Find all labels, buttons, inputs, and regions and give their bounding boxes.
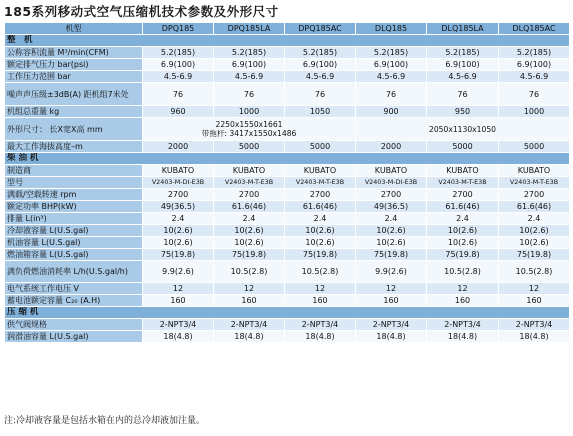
row-label: 排量 L(in³) [5, 213, 143, 225]
table-cell: 75(19.8) [214, 249, 285, 261]
table-cell: 9.9(2.6) [143, 261, 214, 283]
table-cell: 10.5(2.8) [214, 261, 285, 283]
row-label: 工作压力范围 bar [5, 71, 143, 83]
table-cell: 4.5-6.9 [427, 71, 499, 83]
table-cell: 10(2.6) [499, 225, 570, 237]
dimensions-dpq-line: 2250x1550x1661 [215, 120, 283, 129]
table-row [5, 47, 570, 59]
row-label: 外形尺寸： 长Ⅹ宽Ⅹ高 mm [5, 118, 143, 141]
table-cell: 5.2(185) [499, 47, 570, 59]
row-label: 机油容量 L(U.S.gal) [5, 237, 143, 249]
table-cell: 9.9(2.6) [356, 261, 427, 283]
row-label: 机组总重量 kg [5, 106, 143, 118]
table-row [5, 283, 570, 295]
row-label: 最大工作海拔高度–m [5, 141, 143, 153]
table-row [5, 189, 570, 201]
table-cell: 6.9(100) [285, 59, 356, 71]
table-cell: 10(2.6) [356, 225, 427, 237]
table-cell: 10(2.6) [285, 225, 356, 237]
table-row [5, 118, 570, 141]
table-row [5, 177, 570, 189]
table-cell: 61.6(46) [285, 201, 356, 213]
model-header: DPQ185LA [214, 23, 285, 35]
table-cell: 10(2.6) [143, 237, 214, 249]
table-cell: 5.2(185) [214, 47, 285, 59]
table-cell: KUBATO [356, 165, 427, 177]
table-row [5, 225, 570, 237]
table-cell: 18(4.8) [143, 331, 214, 343]
row-label: 噪声声压级±3dB(A) 距机组7米处 [5, 83, 143, 106]
table-cell: V2403-M-DI-E3B [356, 177, 427, 189]
row-label: 额定功率 BHP(kW) [5, 201, 143, 213]
table-cell: 2000 [356, 141, 427, 153]
table-cell: 76 [214, 83, 285, 106]
table-cell: 2.4 [214, 213, 285, 225]
table-cell: 12 [499, 283, 570, 295]
row-label: 供气阀规格 [5, 319, 143, 331]
table-cell: 61.6(46) [499, 201, 570, 213]
table-cell: 160 [427, 295, 499, 307]
section-diesel: 柴 油 机 [5, 153, 570, 165]
table-row [5, 83, 570, 106]
table-cell: 5000 [285, 141, 356, 153]
table-cell: 4.5-6.9 [214, 71, 285, 83]
table-cell: 6.9(100) [499, 59, 570, 71]
section-machine: 整 机 [5, 35, 570, 47]
table-cell: 6.9(100) [214, 59, 285, 71]
table-row [5, 237, 570, 249]
table-cell: V2403-M-T-E3B [285, 177, 356, 189]
table-cell: 12 [356, 283, 427, 295]
table-cell: 10.5(2.8) [427, 261, 499, 283]
table-cell: 18(4.8) [214, 331, 285, 343]
model-header: DPQ185 [143, 23, 214, 35]
footnote: 注:冷却液容量是包括水箱在内的总冷却液加注量。 [4, 416, 206, 426]
table-row [5, 261, 570, 283]
table-cell: 950 [427, 106, 499, 118]
row-label: 电气系统工作电压 V [5, 283, 143, 295]
row-label: 满负荷燃油消耗率 L/h(U.S.gal/h) [5, 261, 143, 283]
row-label: 冷却液容量 L(U.S.gal) [5, 225, 143, 237]
table-cell: 2-NPT3/4 [214, 319, 285, 331]
table-cell: 10(2.6) [143, 225, 214, 237]
table-cell: 2700 [356, 189, 427, 201]
model-header: DLQ185LA [427, 23, 499, 35]
dimensions-dlq-cell: 2050x1130x1050 [356, 118, 570, 141]
table-cell: 1050 [285, 106, 356, 118]
table-cell: 75(19.8) [285, 249, 356, 261]
row-label: 额定排气压力 bar(psi) [5, 59, 143, 71]
table-cell: V2403-M-DI-E3B [143, 177, 214, 189]
table-cell: 10(2.6) [214, 225, 285, 237]
section-compressor: 压 缩 机 [5, 307, 570, 319]
table-cell: 12 [214, 283, 285, 295]
table-row [5, 106, 570, 118]
table-cell: 2700 [499, 189, 570, 201]
table-row [5, 201, 570, 213]
table-cell: 76 [356, 83, 427, 106]
row-label: 公称容积流量 M³/min(CFM) [5, 47, 143, 59]
table-row [5, 295, 570, 307]
table-cell: 76 [499, 83, 570, 106]
table-cell: 2-NPT3/4 [143, 319, 214, 331]
table-row [5, 141, 570, 153]
table-row [5, 249, 570, 261]
table-cell: 4.5-6.9 [499, 71, 570, 83]
table-cell: 12 [143, 283, 214, 295]
table-cell: 75(19.8) [427, 249, 499, 261]
table-cell: 2700 [427, 189, 499, 201]
table-cell: 2-NPT3/4 [427, 319, 499, 331]
table-cell: 10(2.6) [356, 237, 427, 249]
table-row [5, 165, 570, 177]
table-row [5, 71, 570, 83]
table-cell: 75(19.8) [499, 249, 570, 261]
table-cell: V2403-M-T-E3B [427, 177, 499, 189]
table-cell: 61.6(46) [214, 201, 285, 213]
table-cell: 160 [499, 295, 570, 307]
table-cell: 10(2.6) [427, 237, 499, 249]
row-label: 型号 [5, 177, 143, 189]
table-cell: 2.4 [356, 213, 427, 225]
table-cell: 5.2(185) [285, 47, 356, 59]
table-cell: 2.4 [427, 213, 499, 225]
page-title: 185系列移动式空气压缩机技术参数及外形尺寸 [4, 4, 279, 19]
table-cell: 10(2.6) [285, 237, 356, 249]
table-cell: 6.9(100) [356, 59, 427, 71]
table-cell: 10(2.6) [499, 237, 570, 249]
table-cell: 2.4 [285, 213, 356, 225]
header-row [5, 23, 570, 35]
table-cell: 10.5(2.8) [499, 261, 570, 283]
table-cell: 10.5(2.8) [285, 261, 356, 283]
table-cell: 2000 [143, 141, 214, 153]
table-cell: 900 [356, 106, 427, 118]
table-cell: 76 [427, 83, 499, 106]
table-row [5, 331, 570, 343]
table-cell: 2.4 [143, 213, 214, 225]
table-cell: 1000 [214, 106, 285, 118]
table-cell: 10(2.6) [427, 225, 499, 237]
row-label: 满载/空载转速 rpm [5, 189, 143, 201]
table-cell: V2403-M-T-E3B [214, 177, 285, 189]
table-cell: V2403-M-T-E3B [499, 177, 570, 189]
section-row [5, 153, 570, 165]
table-cell: 5000 [499, 141, 570, 153]
table-cell: 76 [143, 83, 214, 106]
table-cell: 1000 [499, 106, 570, 118]
section-row [5, 35, 570, 47]
table-cell: 160 [356, 295, 427, 307]
table-cell: 18(4.8) [356, 331, 427, 343]
row-label: 润滑油容量 L(U.S.gal) [5, 331, 143, 343]
table-row [5, 319, 570, 331]
table-cell: 6.9(100) [427, 59, 499, 71]
header-label: 机型 [5, 23, 143, 35]
table-cell: 2700 [285, 189, 356, 201]
section-row [5, 307, 570, 319]
table-cell: 49(36.5) [356, 201, 427, 213]
table-cell: 2.4 [499, 213, 570, 225]
row-label: 燃油箱容量 L(U.S.gal) [5, 249, 143, 261]
table-cell: 5.2(185) [143, 47, 214, 59]
table-cell: 160 [214, 295, 285, 307]
table-cell: 49(36.5) [143, 201, 214, 213]
table-cell: 160 [285, 295, 356, 307]
table-cell: 61.6(46) [427, 201, 499, 213]
table-cell: 160 [143, 295, 214, 307]
table-cell: 6.9(100) [143, 59, 214, 71]
table-cell: 2-NPT3/4 [356, 319, 427, 331]
table-cell: 18(4.8) [285, 331, 356, 343]
table-cell: 5.2(185) [356, 47, 427, 59]
table-cell: 5000 [427, 141, 499, 153]
table-cell: 18(4.8) [499, 331, 570, 343]
table-cell: 5000 [214, 141, 285, 153]
table-cell: 2-NPT3/4 [285, 319, 356, 331]
model-header: DPQ185AC [285, 23, 356, 35]
table-row [5, 213, 570, 225]
table-cell: 12 [427, 283, 499, 295]
table-cell: 18(4.8) [427, 331, 499, 343]
table-cell: 12 [285, 283, 356, 295]
table-cell: 76 [285, 83, 356, 106]
table-cell: 2-NPT3/4 [499, 319, 570, 331]
table-cell: KUBATO [143, 165, 214, 177]
table-cell: 2700 [143, 189, 214, 201]
model-header: DLQ185 [356, 23, 427, 35]
table-cell: 75(19.8) [143, 249, 214, 261]
spec-table [4, 22, 570, 343]
table-row [5, 59, 570, 71]
table-cell: KUBATO [427, 165, 499, 177]
row-label: 蓄电池额定容量 C₂₀ (A.H) [5, 295, 143, 307]
table-cell: KUBATO [285, 165, 356, 177]
model-header: DLQ185AC [499, 23, 570, 35]
table-cell: 4.5-6.9 [285, 71, 356, 83]
table-cell: 4.5-6.9 [143, 71, 214, 83]
table-cell: 75(19.8) [356, 249, 427, 261]
row-label: 制造商 [5, 165, 143, 177]
table-cell: 2700 [214, 189, 285, 201]
table-cell: 960 [143, 106, 214, 118]
dimensions-dpq-towbar-line: 带拖杆: 3417x1550x1486 [201, 129, 297, 138]
table-cell: 5.2(185) [427, 47, 499, 59]
dimensions-dpq-cell [143, 118, 356, 141]
table-cell: 10(2.6) [214, 237, 285, 249]
table-cell: KUBATO [499, 165, 570, 177]
table-cell: 4.5-6.9 [356, 71, 427, 83]
table-cell: KUBATO [214, 165, 285, 177]
